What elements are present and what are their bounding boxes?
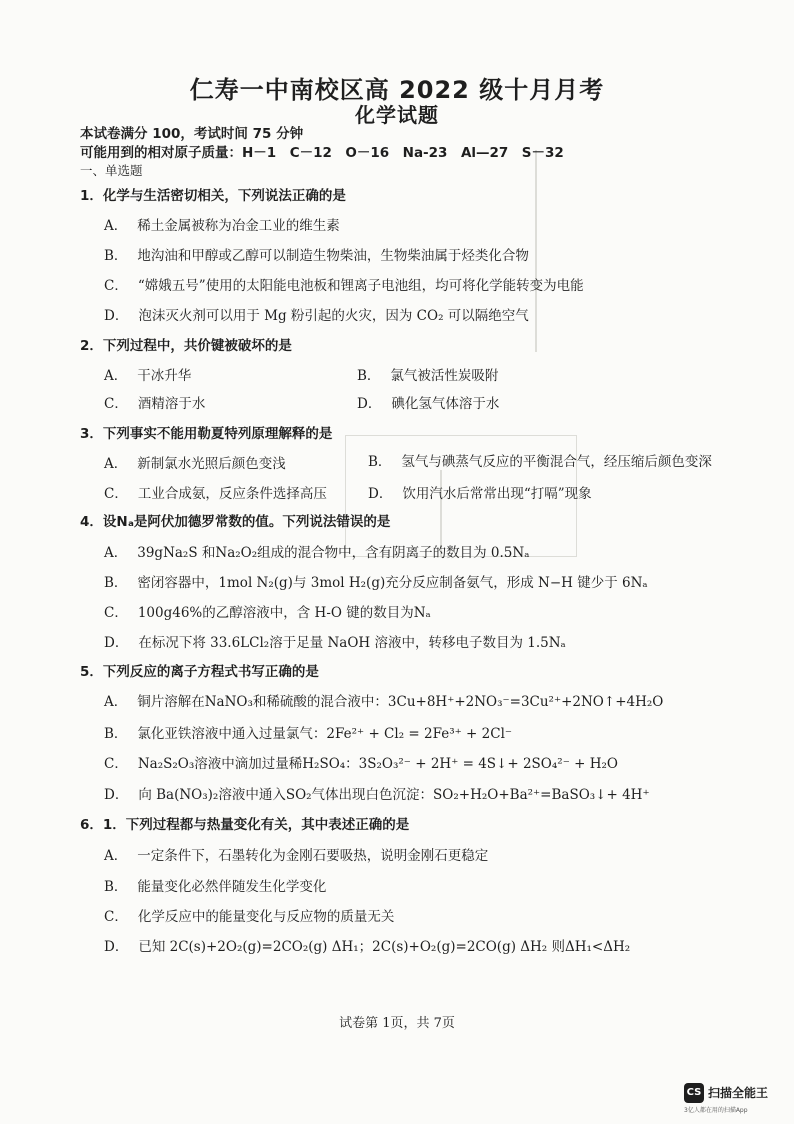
question-stem: 5．下列反应的离子方程式书写正确的是 <box>80 664 319 680</box>
option-item <box>104 571 648 591</box>
option-item <box>104 690 663 710</box>
question-stem: 4．设Nₐ是阿伏加德罗常数的值。下列说法错误的是 <box>80 514 391 530</box>
option-item <box>104 304 529 324</box>
exam-info-duration: 本试卷满分 100，考试时间 75 分钟 <box>80 126 304 142</box>
option-text: 氯化亚铁溶液中通入过量氯气：2Fe²⁺ + Cl₂ = 2Fe³⁺ + 2Cl⁻ <box>137 726 513 742</box>
option-text: 干冰升华 <box>137 368 192 384</box>
option-key: B． <box>368 454 392 470</box>
question-stem: 2．下列过程中，共价键被破坏的是 <box>80 338 292 354</box>
option-item <box>104 844 488 864</box>
option-key: D． <box>104 787 129 803</box>
option-key: B． <box>104 879 128 895</box>
option-item <box>104 364 191 384</box>
option-item <box>104 482 327 502</box>
option-key: D． <box>357 396 382 412</box>
scanner-app-slogan: 3亿人都在用的扫描App <box>684 1107 748 1114</box>
question-stem: 6．1．下列过程都与热量变化有关，其中表述正确的是 <box>80 817 410 833</box>
option-key: C． <box>104 486 128 502</box>
option-item <box>357 392 499 412</box>
option-key: D． <box>104 939 129 955</box>
scanner-app-title: 扫描全能王 <box>708 1086 769 1100</box>
option-key: C． <box>104 756 128 772</box>
option-text: 一定条件下，石墨转化为金刚石要吸热，说明金刚石更稳定 <box>137 848 489 864</box>
option-item <box>104 783 650 803</box>
option-item <box>104 214 340 234</box>
option-item <box>104 752 618 772</box>
page-footer: 试卷第 1页，共 7页 <box>339 1016 455 1031</box>
option-key: B． <box>104 575 128 591</box>
option-key: C． <box>104 278 128 294</box>
option-key: A． <box>104 218 128 234</box>
option-item <box>368 450 712 470</box>
exam-subtitle: 化学试题 <box>355 103 439 127</box>
option-key: C． <box>104 605 128 621</box>
section-heading: 一、单选题 <box>80 163 143 178</box>
option-text: 向 Ba(NO₃)₂溶液中通入SO₂气体出现白色沉淀：SO₂+H₂O+Ba²⁺=BaSO₃↓+ 4H⁺ <box>138 787 650 803</box>
option-item <box>104 392 205 412</box>
option-text: 能量变化必然伴随发生化学变化 <box>137 879 327 895</box>
option-text: 100g46%的乙醇溶液中，含 H-O 键的数目为Nₐ <box>137 605 431 621</box>
exam-title: 仁寿一中南校区高 2022 级十月月考 <box>189 76 605 104</box>
option-key: C． <box>104 396 128 412</box>
option-key: B． <box>104 726 128 742</box>
option-text: 在标况下将 33.6LCl₂溶于足量 NaOH 溶液中，转移电子数目为 1.5Nₐ <box>138 635 566 651</box>
option-key: B． <box>104 248 128 264</box>
option-text: 氯气被活性炭吸附 <box>390 368 499 384</box>
option-text: 氢气与碘蒸气反应的平衡混合气，经压缩后颜色变深 <box>401 454 712 470</box>
option-key: B． <box>357 368 381 384</box>
exam-info-atomic-masses: 可能用到的相对原子质量：H－1 C－12 O－16 Na-23 Al—27 S－32 <box>80 145 564 161</box>
question-stem: 1．化学与生活密切相关，下列说法正确的是 <box>80 188 346 204</box>
option-text: 泡沫灭火剂可以用于 Mg 粉引起的火灾，因为 CO₂ 可以隔绝空气 <box>138 308 529 324</box>
option-text: 酒精溶于水 <box>137 396 206 412</box>
option-item <box>104 631 566 651</box>
option-key: D． <box>104 635 129 651</box>
option-text: Na₂S₂O₃溶液中滴加过量稀H₂SO₄：3S₂O₃²⁻ + 2H⁺ = 4S↓+ 2SO₄²⁻ + H₂O <box>137 756 618 772</box>
option-text: 新制氯水光照后颜色变浅 <box>137 456 286 472</box>
option-item <box>104 601 431 621</box>
option-key: A． <box>104 456 128 472</box>
option-text: 工业合成氨，反应条件选择高压 <box>137 486 327 502</box>
option-text: 稀土金属被称为冶金工业的维生素 <box>137 218 340 234</box>
option-text: 密闭容器中，1mol N₂(g)与 3mol H₂(g)充分反应制备氨气，形成 N−H 键少于 6Nₐ <box>137 575 648 591</box>
option-key: A． <box>104 368 128 384</box>
question-stem: 3．下列事实不能用勒夏特列原理解释的是 <box>80 426 333 442</box>
option-key: A． <box>104 545 128 561</box>
option-key: A． <box>104 694 128 710</box>
option-text: 39gNa₂S 和Na₂O₂组成的混合物中，含有阴离子的数目为 0.5Nₐ <box>137 545 530 561</box>
option-key: D． <box>104 308 129 324</box>
option-text: 化学反应中的能量变化与反应物的质量无关 <box>137 909 395 925</box>
option-item <box>104 541 529 561</box>
option-text: 饮用汽水后常常出现“打嗝”现象 <box>402 486 592 502</box>
option-item <box>104 244 529 264</box>
option-item <box>357 364 498 384</box>
camscanner-logo-icon: CS <box>684 1083 704 1103</box>
option-item <box>104 935 630 955</box>
option-item <box>104 452 286 472</box>
scanner-app-badge <box>684 1080 784 1114</box>
option-item <box>368 482 592 502</box>
option-text: “嫦娥五号”使用的太阳能电池板和锂离子电池组，均可将化学能转变为电能 <box>137 278 584 294</box>
option-text: 已知 2C(s)+2O₂(g)=2CO₂(g) ΔH₁；2C(s)+O₂(g)=2CO(g) ΔH₂ 则ΔH₁<ΔH₂ <box>138 939 631 955</box>
option-text: 地沟油和甲醇或乙醇可以制造生物柴油，生物柴油属于烃类化合物 <box>137 248 529 264</box>
option-key: A． <box>104 848 128 864</box>
option-item <box>104 274 584 294</box>
option-text: 碘化氢气体溶于水 <box>391 396 500 412</box>
option-item <box>104 905 394 925</box>
option-key: D． <box>368 486 393 502</box>
option-text: 铜片溶解在NaNO₃和稀硫酸的混合液中：3Cu+8H⁺+2NO₃⁻=3Cu²⁺+2NO↑+4H₂O <box>137 694 664 710</box>
option-item <box>104 722 512 742</box>
option-key: C． <box>104 909 128 925</box>
bleed-through-box <box>535 150 537 352</box>
option-item <box>104 875 326 895</box>
